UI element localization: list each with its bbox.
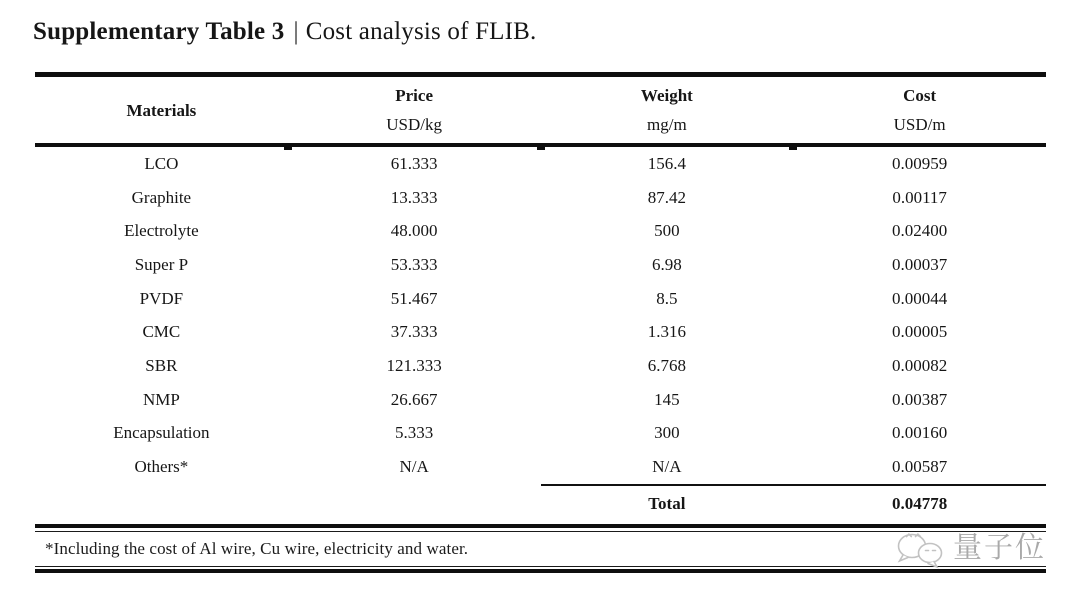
chat-bubbles-faces-icon (894, 529, 948, 569)
material-cell: SBR (145, 355, 178, 375)
total-row (35, 484, 1046, 524)
price-cell: 26.667 (390, 389, 438, 409)
weight-cell: N/A (652, 457, 682, 477)
column-divider-tick (789, 147, 797, 150)
cost-cell: 0.00117 (892, 187, 947, 207)
empty-cell (288, 484, 541, 524)
table-header-row (35, 77, 1046, 143)
table-bottom-rule-thick (35, 569, 1046, 573)
weight-cell: 87.42 (647, 187, 686, 207)
footnote-row (35, 532, 1046, 566)
header-unit: USD/kg (386, 115, 442, 134)
weight-cell: 156.4 (647, 153, 686, 173)
material-cell: Super P (134, 254, 189, 274)
column-divider-tick (537, 147, 545, 150)
price-cell: 5.333 (395, 423, 434, 443)
price-cell: N/A (399, 457, 429, 477)
column-header-materials (35, 77, 288, 143)
total-label: Total (648, 493, 686, 513)
title-caption: Cost analysis of FLIB. (305, 18, 537, 45)
title-separator: | (293, 18, 299, 45)
cost-cell: 0.00387 (892, 389, 948, 409)
cost-cell: 0.00587 (892, 457, 948, 477)
header-unit: mg/m (647, 115, 687, 134)
watermark-text: 量子位 (952, 532, 1046, 565)
column-divider-tick (284, 147, 292, 150)
weight-cell: 8.5 (656, 288, 678, 308)
column-header-price (288, 77, 541, 143)
material-cell: PVDF (139, 288, 184, 308)
header-label: Cost (903, 86, 937, 105)
price-cell: 53.333 (390, 254, 438, 274)
empty-cell (35, 484, 288, 524)
price-cell: 48.000 (390, 221, 438, 241)
cost-table (35, 72, 1046, 573)
weight-cell: 500 (654, 221, 680, 241)
material-cell: Encapsulation (113, 423, 210, 443)
material-cell: Graphite (131, 187, 192, 207)
material-cell: Electrolyte (124, 221, 199, 241)
material-cell: CMC (142, 322, 181, 342)
title-table-number: Supplementary Table 3 (33, 18, 285, 45)
header-unit: USD/m (893, 115, 946, 134)
cost-cell: 0.00082 (892, 355, 948, 375)
cost-cell: 0.02400 (892, 221, 948, 241)
price-cell: 37.333 (390, 322, 438, 342)
header-label: Weight (640, 86, 693, 105)
weight-cell: 300 (654, 423, 680, 443)
table-body (35, 147, 1046, 484)
header-label: Price (395, 86, 433, 105)
weight-cell: 6.98 (652, 254, 682, 274)
column-header-weight (541, 77, 794, 143)
header-label: Materials (126, 100, 197, 120)
price-cell: 61.333 (390, 153, 438, 173)
price-cell: 121.333 (386, 355, 442, 375)
cost-cell: 0.00037 (892, 254, 948, 274)
cost-cell: 0.00160 (892, 423, 948, 443)
total-value: 0.04778 (892, 493, 948, 513)
column-header-cost (793, 77, 1046, 143)
cost-cell: 0.00044 (892, 288, 948, 308)
price-cell: 51.467 (390, 288, 438, 308)
cost-cell: 0.00005 (892, 322, 948, 342)
footnote-text: *Including the cost of Al wire, Cu wire, electricity and water. (45, 538, 469, 558)
price-cell: 13.333 (390, 187, 438, 207)
weight-cell: 1.316 (647, 322, 686, 342)
page-title (33, 15, 1080, 48)
cost-cell: 0.00959 (892, 153, 948, 173)
header-bottom-rule (35, 143, 1046, 147)
watermark (894, 529, 1046, 569)
weight-cell: 6.768 (647, 355, 686, 375)
material-cell: NMP (142, 389, 180, 409)
material-cell: LCO (144, 153, 179, 173)
weight-cell: 145 (654, 389, 680, 409)
material-cell: Others* (134, 457, 189, 477)
total-top-rule (541, 484, 1047, 486)
